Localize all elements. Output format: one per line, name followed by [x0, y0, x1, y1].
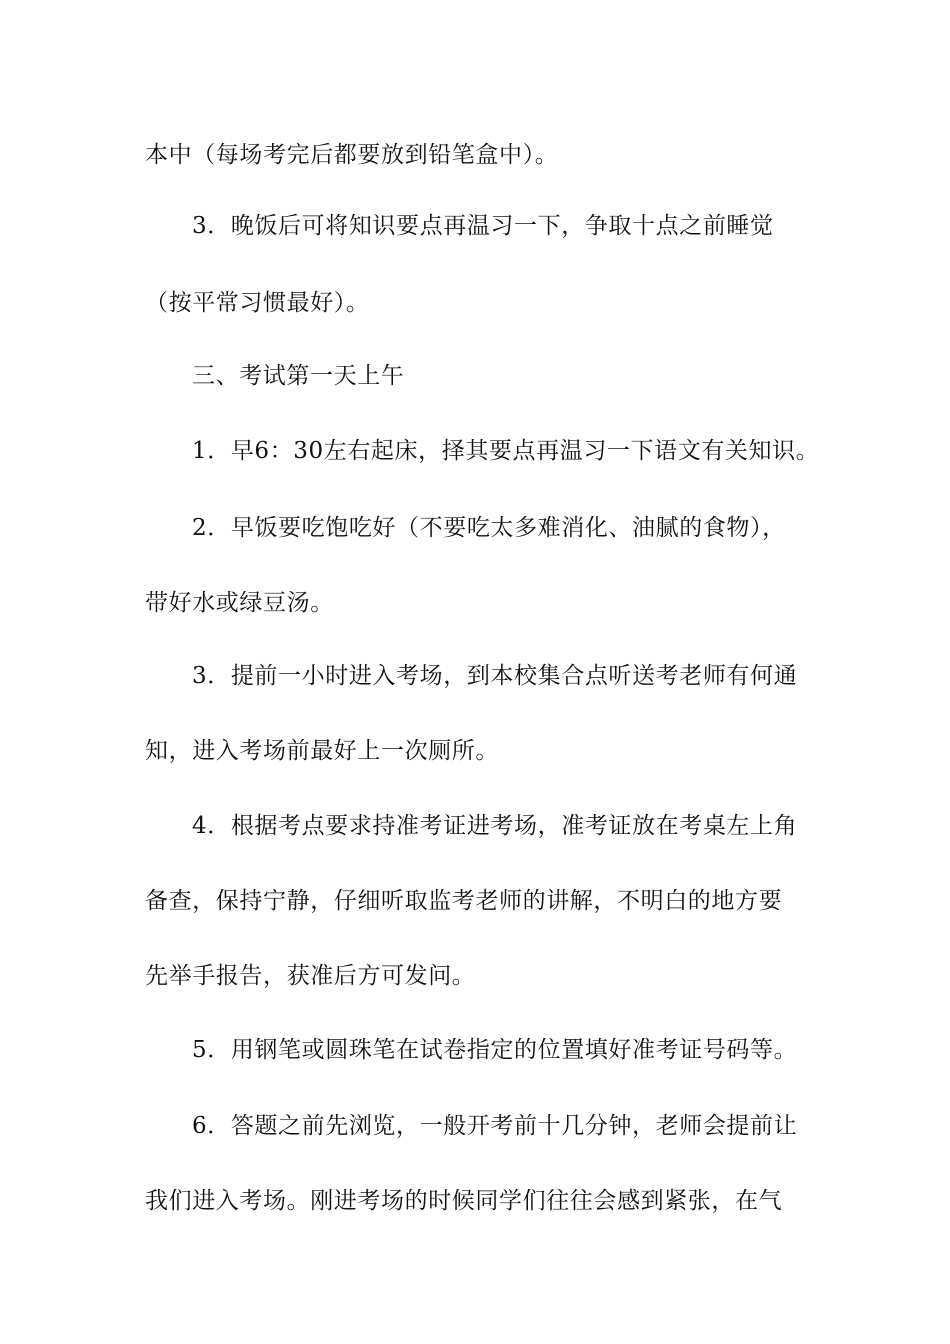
paragraph-line: 3．晚饭后可将知识要点再温习一下，争取十点之前睡觉: [192, 213, 774, 239]
paragraph-line: 3．提前一小时进入考场，到本校集合点听送考老师有何通: [192, 663, 798, 689]
paragraph-line: 1．早6：30左右起床，择其要点再温习一下语文有关知识。: [192, 438, 820, 464]
paragraph-line: （按平常习惯最好）。: [145, 290, 370, 316]
section-heading: 三、考试第一天上午: [192, 363, 405, 389]
paragraph-line: 备查，保持宁静，仔细听取监考老师的讲解，不明白的地方要: [145, 888, 783, 914]
paragraph-line: 本中（每场考完后都要放到铅笔盒中）。: [145, 142, 559, 168]
paragraph-line: 知，进入考场前最好上一次厕所。: [145, 738, 499, 764]
paragraph-line: 2．早饭要吃饱吃好（不要吃太多难消化、油腻的食物），: [192, 515, 786, 541]
paragraph-line: 先举手报告，获准后方可发问。: [145, 963, 476, 989]
paragraph-line: 我们进入考场。刚进考场的时候同学们往往会感到紧张，在气: [145, 1188, 783, 1214]
paragraph-line: 带好水或绿豆汤。: [145, 590, 334, 616]
paragraph-line: 5．用钢笔或圆珠笔在试卷指定的位置填好准考证号码等。: [192, 1037, 798, 1063]
paragraph-line: 6．答题之前先浏览，一般开考前十几分钟，老师会提前让: [192, 1113, 798, 1139]
paragraph-line: 4．根据考点要求持准考证进考场，准考证放在考桌左上角: [192, 813, 798, 839]
